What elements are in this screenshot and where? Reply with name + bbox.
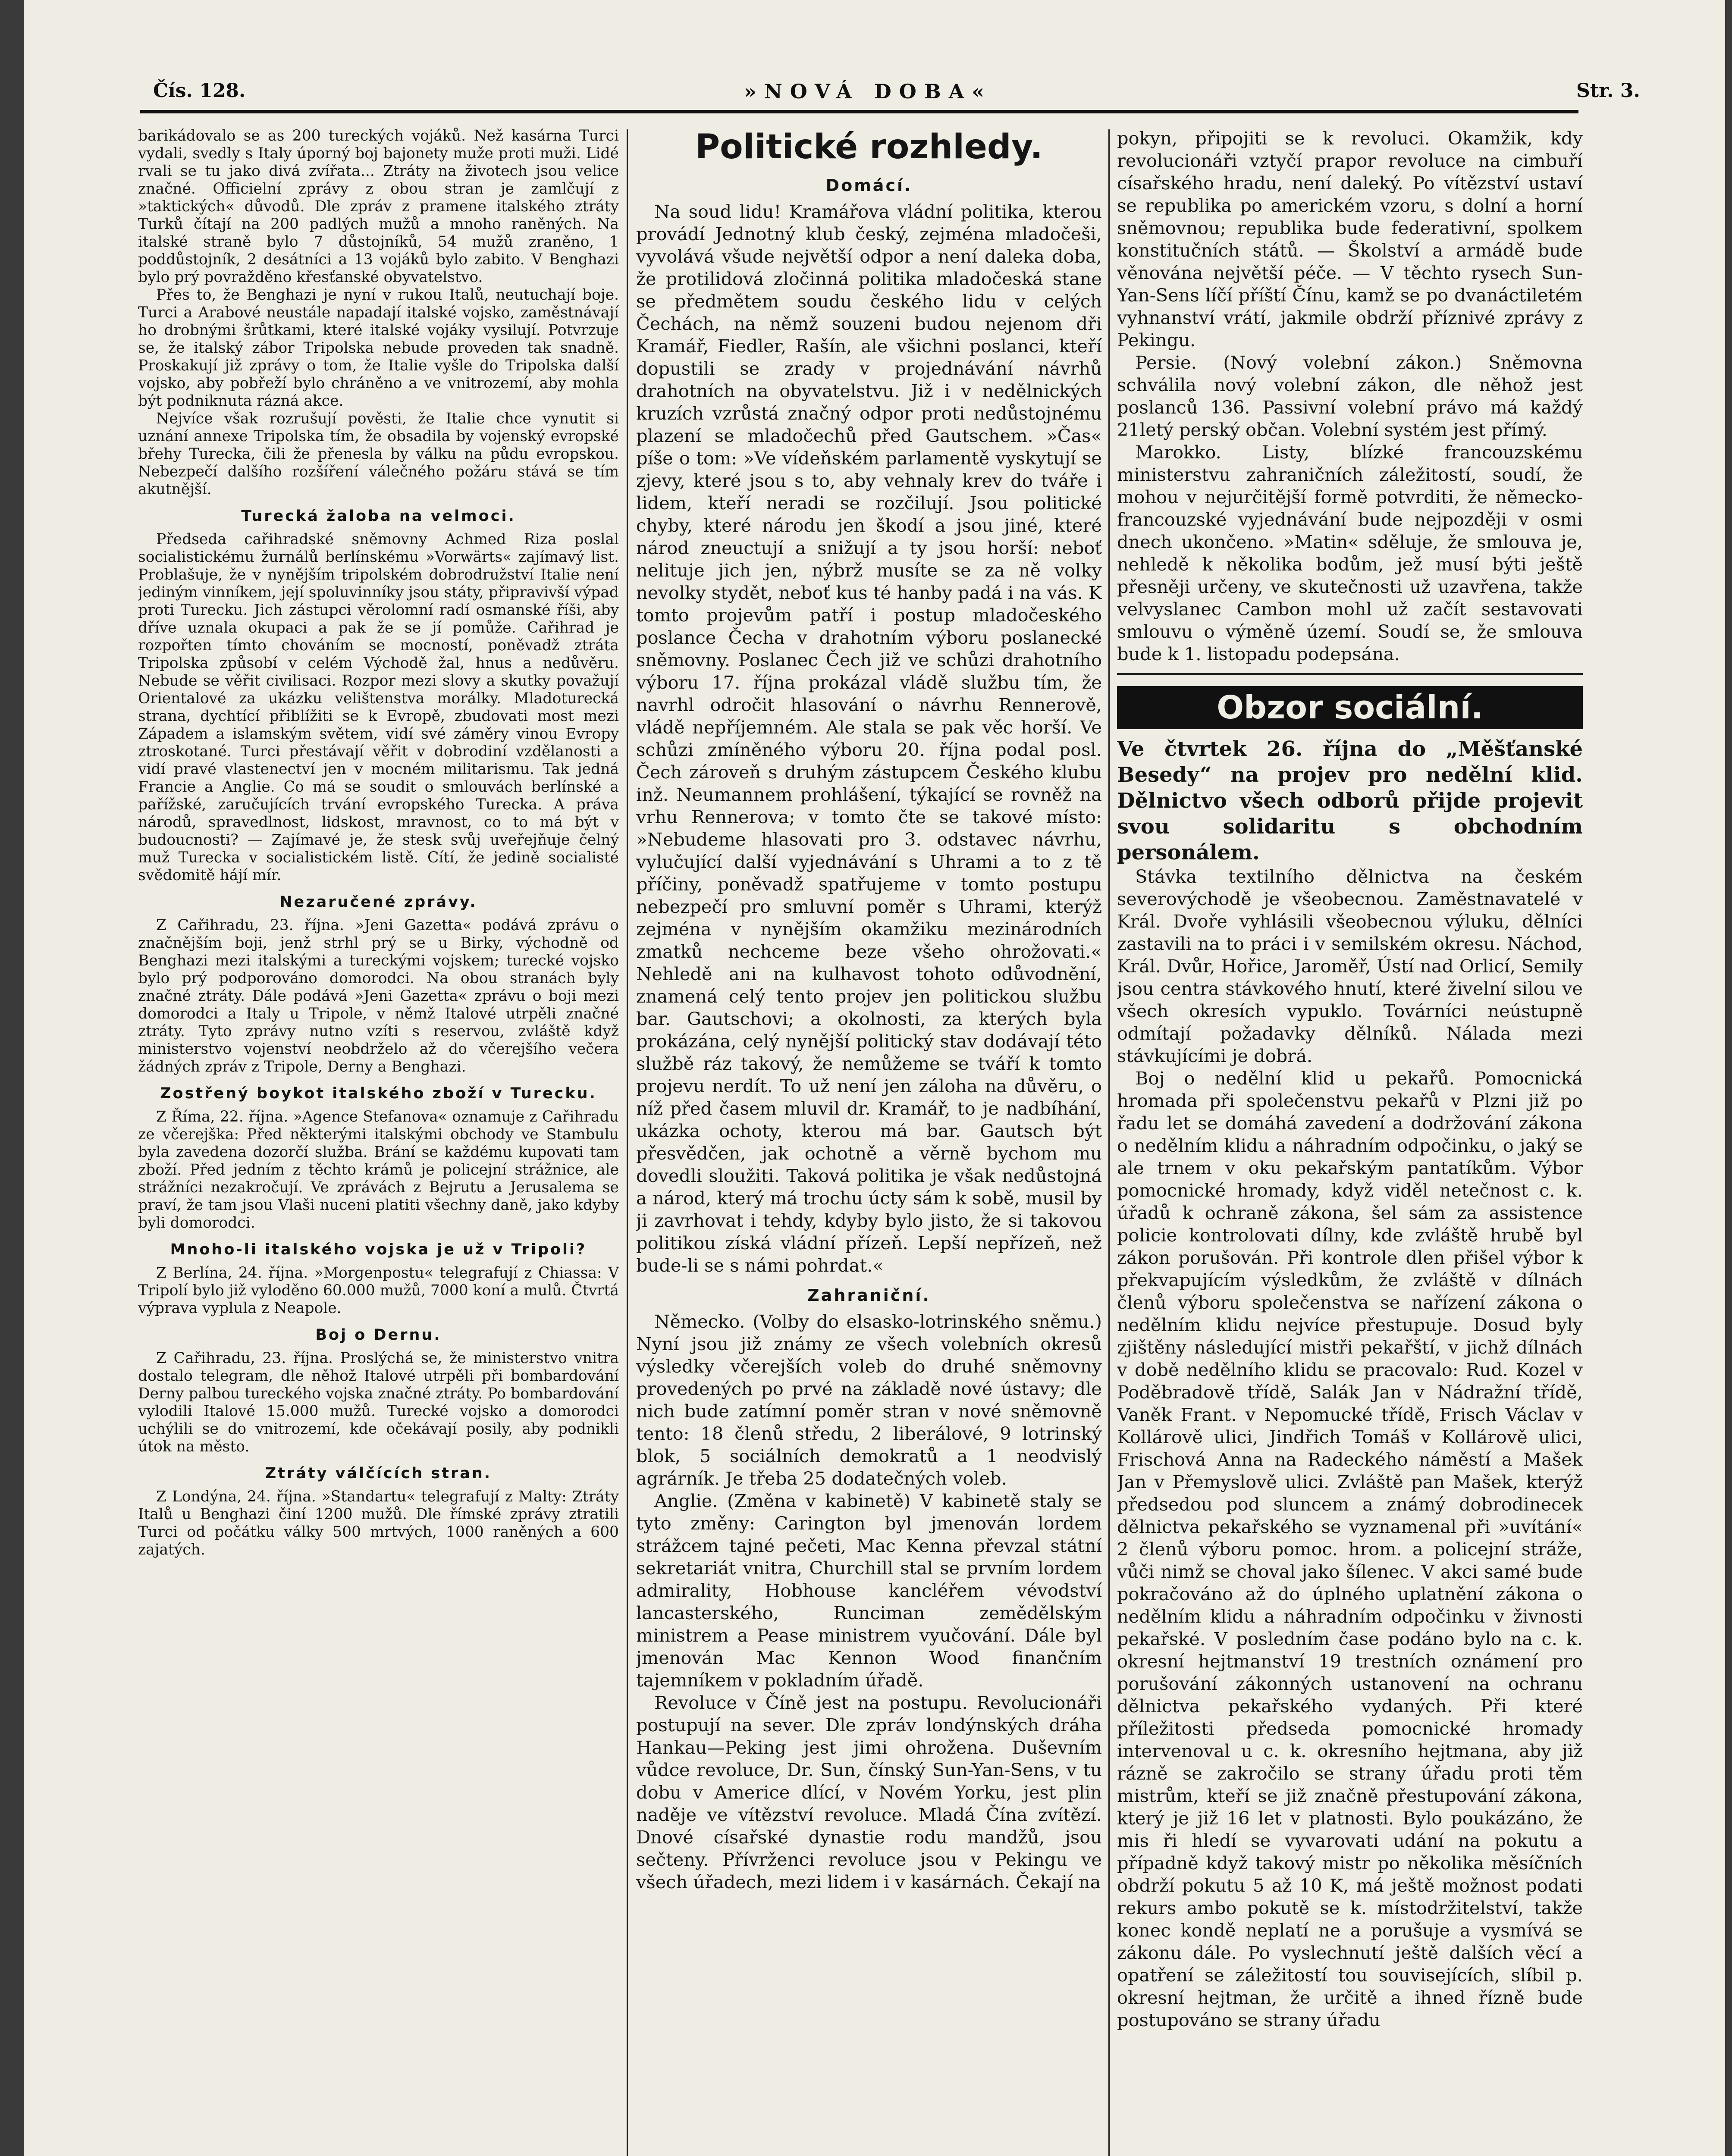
article-paragraph: Nejvíce však rozrušují pověsti, že Italie chce vynutit si uznání annexe Tripolska tím, že obsadila by vojenský evropské břehy Turecka, čili že přenesla by válku na půdu evropskou. Nebezpečí dalšího rozšíření válečného požáru stává se tím akutnější. xyxy=(138,410,619,498)
section-heading: Nezaručené zprávy. xyxy=(279,893,477,911)
article-paragraph: Předseda cařihradské sněmovny Achmed Riza poslal socialistickému žurnálů berlínskému »Vorwärts« zajímavý list. Problašuje, že v nynějším tripolském dobrodružství Italie není jediným vinníkem, její spoluvinníky jsou státy, připravivší výpad proti Turecku. Jich zástupci věrolomní radí osmanské říši, aby dříve uznala okupaci a pak že se jí pomůže. Cařihrad je rozpořten tímto chováním se mocností, poněvadž ztráta Tripolska způsobí v celém Východě žal, hnus a nedůvěru. Nebude se věřit civilisaci. Rozpor mezi slovy a skutky považují Orientalové za ukázku velištenstva morálky. Mladoturecká strana, dychtící přiblížiti se k Evropě, zbudovati most mezi Západem a islamským světem, vidí své záměry vinou Evropy ztroskotané. Turci přestávají věřit v dobrodiní vzdělanosti a vidí pravé vlastenectví jen v mocném militarismu. Tak jedná Francie a Anglie. Co má se soudit o smlouvách berlínské a pařížské, zaručujících trvání evropského Turecka. A práva národů, spravedlnost, lidskost, mravnost, co to má být v budoucnosti? — Zajímavé je, že stesk svůj uveřejňuje čelný muž Turecka v socialistickém listě. Cítí, že jedině socialisté svědomitě hájí mír. xyxy=(138,531,619,884)
article-paragraph: pokyn, připojiti se k revoluci. Okamžik, kdy revolucionáři vztyčí prapor revoluce na cimbuří císařského hradu, není daleký. Po vítězství ustaví se republika po americkém vzoru, s dolní a horní sněmovnou; republika bude federativní, spolkem konstitučních států. — Školství a armádě bude věnována největší péče. — V těchto rysech Sun-Yan-Sens líčí příští Čínu, kamž se po dvanáctiletém vyhnanství vrátí, jakmile obdrží příznivé zprávy z Pekingu. xyxy=(1117,128,1583,351)
newspaper-page xyxy=(24,0,1725,2156)
article-paragraph: Z Cařihradu, 23. října. Proslýchá se, že ministerstvo vnitra dostalo telegram, dle něhož Italové utrpěli při bombardování Derny palbou tureckého vojska značné ztráty. Po bombardování vylodili Italové 15.000 mužů. Turecké vojsko a domorodci uchýlili se do vnitrozemí, kde očekávají posily, aby podnikli útok na město. xyxy=(138,1350,619,1455)
article-paragraph: Stávka textilního dělnictva na českém severovýchodě je všeobecnou. Zaměstnavatelé v Král. Dvoře vyhlásili všeobecnou výluku, dělníci zastavili na to práci i v semilském okresu. Náchod, Král. Dvůr, Hořice, Jaroměř, Ústí nad Orlicí, Semily jsou centra stávkového hnutí, které živelní silou ve všech okresích vypuklo. Továrníci neústupně odmítají požadavky dělníků. Nálada mezi stávkujícími je dobrá. xyxy=(1117,866,1583,1066)
section-rule xyxy=(1117,673,1583,675)
column-right xyxy=(1117,127,1583,2156)
issue-number: Čís. 128. xyxy=(153,80,246,102)
section-heading: Boj o Dernu. xyxy=(315,1326,442,1344)
section-banner: Obzor sociální. xyxy=(1117,686,1583,729)
section-heading: Turecká žaloba na velmoci. xyxy=(241,508,516,525)
section-title: Politické rozhledy. xyxy=(695,128,1043,166)
article-paragraph: Anglie. (Změna v kabinetě) V kabinetě staly se tyto změny: Carington byl jmenován lordem strážcem tajné pečeti, Mac Kenna převzal státní sekretariát vnitra, Churchill stal se prvním lordem admirality, Hobhouse kancléřem vévodství lancasterského, Runciman zemědělským ministrem a Pease ministrem vyučování. Dále byl jmenován Mac Kennon Wood finančním tajemníkem v pokladním úřadě. xyxy=(636,1490,1102,1691)
article-paragraph: Přes to, že Benghazi je nyní v rukou Italů, neutuchají boje. Turci a Arabové neustále napadají italské vojsko, zaměstnávají ho drobnými šrůtkami, které italské vojáky vysilují. Potvrzuje se, že italský zábor Tripolska nebude proveden tak snadně. Proskakují již zprávy o tom, že Italie vyšle do Tripolska další vojsko, aby pobřeží bylo chráněno a ve vnitrozemí, aby mohla být podniknuta rázná akce. xyxy=(138,286,619,410)
article-paragraph: Z Říma, 22. října. »Agence Stefanova« oznamuje z Cařihradu ze včerejška: Před některými italskými obchody ve Stambulu byla zavedena dozorčí služba. Brání se každému kupovati tam zboží. Před jedním z těchto krámů je policejní strážnice, ale strážníci nezakročují. Ve zprávách z Bejrutu a Jerusalema se praví, že tam jsou Vlaši nuceni platiti všechny daně, jako kdyby byli domorodci. xyxy=(138,1108,619,1232)
lead-announcement: Ve čtvrtek 26. října do „Měšťanské Besedy“ na projev pro nedělní klid. Dělnictvo všech odborů přijde projevit svou solidaritu s obchodním personálem. xyxy=(1117,737,1583,865)
article-paragraph: Z Berlína, 24. října. »Morgenpostu« telegrafují z Chiassa: V Tripolí bylo již vyloděno 60.000 mužů, 7000 koní a mulů. Čtvrtá výprava vyplula z Neapole. xyxy=(138,1264,619,1317)
column-divider xyxy=(627,129,628,2156)
header-rule xyxy=(140,110,1578,113)
article-paragraph: Boj o nedělní klid u pekařů. Pomocnická hromada při společenstvu pekařů v Plzni již po řadu let se domáhá zavedení a dodržování zákona o nedělním klidu a náhradním odpočinku, o jaký se ale trnem v oku pekařským pantatíkům. Výbor pomocnické hromady, když viděl netečnost c. k. úřadů k ochraně zákona, šel sám za assistence policie kontrolovati dílny, kde zvláště hrubě byl zákon porušován. Při kontrole dlen přišel výbor k překvapujícím výsledkům, že zvláště v dílnách členů výboru společenstva se nařízení zákona o nedělním klidu nejvíce přestupuje. Dosud byly zjištěny následující mistři pekařští, v jichž dílnách v době nedělního klidu se pracovalo: Rud. Kozel v Poděbradově třídě, Salák Jan v Nádražní třídě, Vaněk Frant. v Nepomucké třídě, Frisch Václav v Kollárově ulici, Jindřich Tomáš v Kollárově ulici, Frischová Anna na Radeckého náměstí a Mašek Jan v Přemyslově ulici. Zvláště pan Mašek, kterýž předsedou pod sluncem a známý dobrodinecek dělnictva pekařského se vyznamenal při »uvítání« 2 členů výboru pomoc. hrom. a policejní stráže, vůči nimž se choval jako šílenec. V akci samé bude pokračováno až do úplného uplatnění zákona o nedělním klidu a náhradním odpočinku v živnosti pekařské. V posledním čase podáno bylo na c. k. okresní hejtmanství 19 trestních oznámení pro porušování zákonných ustanovení na ochranu dělnictva pekařského vydaných. Při které příležitosti předseda pomocnické hromady intervenoval u c. k. okresního hejtmana, aby již rázně se zakročilo se strany úřadu proti těm mistrům, kteří se již značně přestupování zákona, který je již 16 let v platnosti. Bylo poukázáno, že mis ři hledí se vyvarovati udání na pokutu a případně když takový mistr po několika měsíčních obdrží pokutu 5 až 10 K, má ještě možnost podati rekurs ambo pokutě se k. místodržitelství, takže konec kondě neplatí ne a porušuje a vysmívá se zákonu dále. Po vyslechnutí ještě dalších věcí a opatření se záležitostí tou souvisejících, slíbil p. okresní hejtman, že určitě a ihned řízně bude postupováno se strany úřadu xyxy=(1117,1068,1583,2031)
column-middle xyxy=(636,127,1102,2156)
section-heading: Mnoho-li italského vojska je už v Tripoli? xyxy=(170,1241,587,1258)
section-heading: Zostřený boykot italského zboží v Turecku. xyxy=(160,1085,597,1102)
article-paragraph: Z Londýna, 24. října. »Standartu« telegrafují z Malty: Ztráty Italů u Benghazi činí 1200 mužů. Dle římské zprávy ztratili Turci od počátku války 500 mrtvých, 1000 raněných a 600 zajatých. xyxy=(138,1488,619,1558)
article-paragraph: Z Cařihradu, 23. října. »Jeni Gazetta« podává zprávu o značnějším boji, jenž strhl prý se u Birky, východně od Benghazi mezi italskými a tureckými vojskem; turecké vojsko bylo prý podporováno domorodci. Na obou stranách byly značné ztráty. Dále podává »Jeni Gazetta« zprávu o boji mezi domorodci a Italy u Tripole, v němž Italové utrpěli značné ztráty. Tyto zprávy nutno vzíti s reservou, zvláště když ministerstvo vojenství neobdrželo až do včerejšího večera žádných zpráv z Tripole, Derny a Benghazi. xyxy=(138,917,619,1075)
article-paragraph: Persie. (Nový volební zákon.) Sněmovna schválila nový volební zákon, dle něhož jest poslanců 136. Passivní volební právo má každý 21letý perský občan. Volební systém jest přímý. xyxy=(1117,352,1583,440)
article-paragraph: Revoluce v Číně jest na postupu. Revolucionáři postupují na sever. Dle zpráv londýnských dráha Hankau—Peking jest jimi ohrožena. Duševním vůdce revoluce, Dr. Sun, čínský Sun-Yan-Sens, v tu dobu v Americe dlící, v Novém Yorku, jest plin naděje ve vítězství revoluce. Mladá Čína zvítězí. Dnové císařské dynastie rodu mandžů, jsou sečteny. Přívrženci revoluce jsou v Pekingu ve všech úřadech, mezi lidem i v kasárnách. Čekají na xyxy=(636,1692,1102,1893)
column-divider xyxy=(1108,129,1110,2156)
section-heading: Ztráty válčících stran. xyxy=(265,1465,492,1482)
section-heading: Domácí. xyxy=(825,176,913,195)
article-paragraph: barikádovalo se as 200 tureckých vojáků. Než kasárna Turci vydali, svedly s Italy úporný boj bajonety muže proti muži. Lidé rvali se tu jako divá zvířata... Ztráty na životech jsou velice značné. Officielní zprávy z obou stran je zamlčují z »taktických« důvodů. Dle zpráv z pramene italského ztráty Turků čítají na 200 padlých mužů a mnoho raněných. Na italské straně bylo 7 důstojníků, 54 mužů zraněno, 1 poddůstojník, 2 desátníci a 13 vojáků bylo zabito. V Benghazi bylo prý povražděno křesťanské obyvatelstvo. xyxy=(138,127,619,286)
column-left xyxy=(138,127,619,2156)
page-number: Str. 3. xyxy=(1576,80,1640,102)
article-paragraph: Německo. (Volby do elsasko-lotrinského sněmu.) Nyní jsou již známy ze všech volebních okresů výsledky včerejších voleb do druhé sněmovny provedených po prvé na základě nové ústavy; dle nich bude zatímní poměr stran v nové sněmovně tento: 18 členů středu, 2 liberálové, 9 lotrinský blok, 5 sociálních demokratů a 1 neodvislý agrárník. Je třeba 25 dodatečných voleb. xyxy=(636,1311,1102,1489)
section-heading: Zahraniční. xyxy=(807,1286,931,1305)
masthead: »NOVÁ DOBA« xyxy=(744,80,992,103)
article-paragraph: Na soud lidu! Kramářova vládní politika, kterou provádí Jednotný klub český, zejména mladočeši, vyvolává všude největší odpor a není daleka doba, že protilidová zločinná politika mladočeská stane se předmětem soudu českého lidu v celých Čechách, na němž souzeni budou nejenom dři Kramář, Fiedler, Rašín, ale všichni poslanci, kteří dopustili se zrady v projednávání návrhů drahotních na obyvatelstvu. Již i v nedělnických kruzích vzrůstá značný odpor proti nedůstojnému plazení se mladočechů před Gautschem. »Čas« píše o tom: »Ve vídeňském parlamentě vyskytují se zjevy, které jsou s to, aby vehnaly krev do tváře i lidem, kteří neradi se rozčilují. Jsou politické chyby, které národu jen škodí a jsou jiné, které národ zneuctují a snižují a ty jsou horší: neboť nelituje jich jen, nýbrž musíte se za ně volky nevolky stydět, neboť kus té hanby padá i na vás. K tomto projevům patří i postup mladočeského poslance Čecha v drahotním výboru poslanecké sněmovny. Poslanec Čech již ve schůzi drahotního výboru 17. října prokázal vládě službu tím, že navrhl odročit hlasování o návrhu Rennerově, vládě nepříjemném. Ale stala se pak věc horší. Ve schůzi zmíněného výboru 20. října podal posl. Čech zároveň s druhým zástupcem Českého klubu inž. Neumannem prohlášení, týkající se rovněž na vrhu Rennerova; v tomto čte se takové místo: »Nebudeme hlasovati pro 3. odstavec návrhu, vylučující další vyjednávání s Uhrami a to z tě příčiny, poněvadž spatřujeme v tomto postupu nebezpečí pro smluvní poměr s Uhrami, kterýž zejména v nynějším okamžiku mezinárodních zmatků nechceme beze všeho ohrožovati.« Nehledě ani na kulhavost tohoto odůvodnění, znamená celý tento projev jen politickou službu bar. Gautschovi; a okolnosti, za kterých byla prokázána, celý nynější politický stav dodávají této službě ráz takový, že nemůžeme se tváří k tomto projevu nerdít. To už není jen záloha na důvěru, o níž před časem mluvil dr. Kramář, to je nadbíhání, ukázka ochoty, kterou má bar. Gautsch být přesvědčen, jak ochotně a věrně bychom mu dovedli sloužiti. Taková politika je však nedůstojná a národ, který má trochu úcty sám k sobě, musil by ji zavrhovat i tehdy, kdyby bylo jisto, že si takovou politikou získá vládní přízeň. Lepší nepřízeň, než bude-li se s námi pohrdat.« xyxy=(636,201,1102,1276)
article-paragraph: Marokko. Listy, blízké francouzskému ministerstvu zahraničních záležitostí, soudí, že mohou v nejurčitější formě potvrditi, že německo-francouzské vyjednávání bude nejpozději v osmi dnech ukončeno. »Matin« sděluje, že smlouva je, nehledě k několika bodům, jež musí býti ještě přesněji určeny, ve skutečnosti už uzavřena, takže velvyslanec Cambon mohl už začít sestavovati smlouvu o výměně území. Soudí se, že smlouva bude k 1. listopadu podepsána. xyxy=(1117,442,1583,664)
